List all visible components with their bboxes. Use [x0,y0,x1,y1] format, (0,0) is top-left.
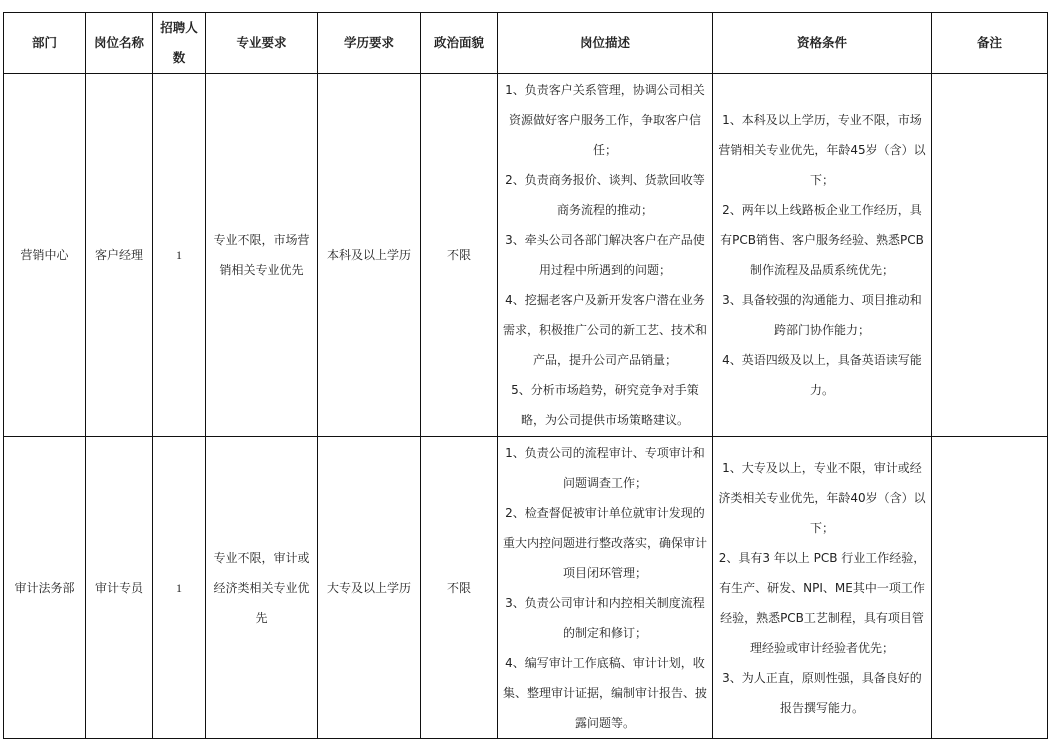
cell-political-status: 不限 [421,437,498,739]
qualification-item: 2、具有3 年以上 PCB 行业工作经验，有生产、研发、NPI、ME其中一项工作经验，熟悉PCB工艺制程，具有项目管理经验或审计经验者优先； [718,550,926,655]
cell-remarks [932,74,1048,437]
cell-headcount: 1 [153,437,206,739]
cell-department: 审计法务部 [4,437,86,739]
cell-position: 审计专员 [86,437,153,739]
header-headcount: 招聘人数 [153,13,206,74]
education-text: 本科及以上学历 [326,248,411,262]
qualification-item: 3、具备较强的沟通能力、项目推动和跨部门协作能力； [722,293,922,337]
header-position: 岗位名称 [86,13,153,74]
cell-headcount: 1 [153,74,206,437]
header-qualifications: 资格条件 [713,13,932,74]
cell-position: 客户经理 [86,74,153,437]
cell-department: 营销中心 [4,74,86,437]
description-item: 3、负责公司审计和内控相关制度流程的制定和修订； [505,595,705,640]
qualification-item: 1、大专及以上，专业不限，审计或经济类相关专业优先，年龄40岁（含）以下； [718,460,926,535]
cell-education [318,437,421,739]
description-item: 2、负责商务报价、谈判、货款回收等商务流程的推动； [505,173,705,217]
cell-qualifications [713,74,932,437]
header-description: 岗位描述 [498,13,713,74]
major-text: 专业不限，市场营销相关专业优先 [213,233,310,277]
cell-education [318,74,421,437]
qualification-item: 2、两年以上线路板企业工作经历，具有PCB销售、客户服务经验、熟悉PCB制作流程及品质系统优先； [720,203,924,277]
cell-political-status: 不限 [421,74,498,437]
cell-description [498,74,713,437]
major-text: 专业不限，审计或经济类相关专业优先 [213,550,310,625]
table-row [4,74,1048,437]
cell-qualifications [713,437,932,739]
description-item: 5、分析市场趋势，研究竞争对手策略，为公司提供市场策略建议。 [511,383,699,427]
header-education: 学历要求 [318,13,421,74]
description-item: 1、负责客户关系管理，协调公司相关资源做好客户服务工作，争取客户信任； [505,83,705,157]
cell-description [498,437,713,739]
cell-major [206,437,318,739]
description-item: 3、牵头公司各部门解决客户在产品使用过程中所遇到的问题； [505,233,705,277]
qualification-item: 1、本科及以上学历，专业不限，市场营销相关专业优先，年龄45岁（含）以下； [718,113,926,187]
table-row [4,437,1048,739]
cell-remarks [932,437,1048,739]
description-item: 4、挖掘老客户及新开发客户潜在业务需求，积极推广公司的新工艺、技术和产品，提升公司产品销量； [502,293,707,367]
header-major: 专业要求 [206,13,318,74]
table-header-row [4,13,1048,74]
description-item: 4、编写审计工作底稿、审计计划，收集、整理审计证据，编制审计报告、披露问题等。 [502,655,707,730]
description-item: 1、负责公司的流程审计、专项审计和问题调查工作； [505,445,705,490]
header-department: 部门 [4,13,86,74]
header-political-status: 政治面貌 [421,13,498,74]
recruitment-table [3,12,1048,739]
qualification-item: 4、英语四级及以上，具备英语读写能力。 [722,353,922,397]
description-item: 2、检查督促被审计单位就审计发现的重大内控问题进行整改落实，确保审计项目闭环管理； [502,505,707,580]
header-remarks: 备注 [932,13,1048,74]
education-text: 大专及以上学历 [326,580,411,595]
cell-major [206,74,318,437]
qualification-item: 3、为人正直，原则性强，具备良好的报告撰写能力。 [722,670,922,715]
